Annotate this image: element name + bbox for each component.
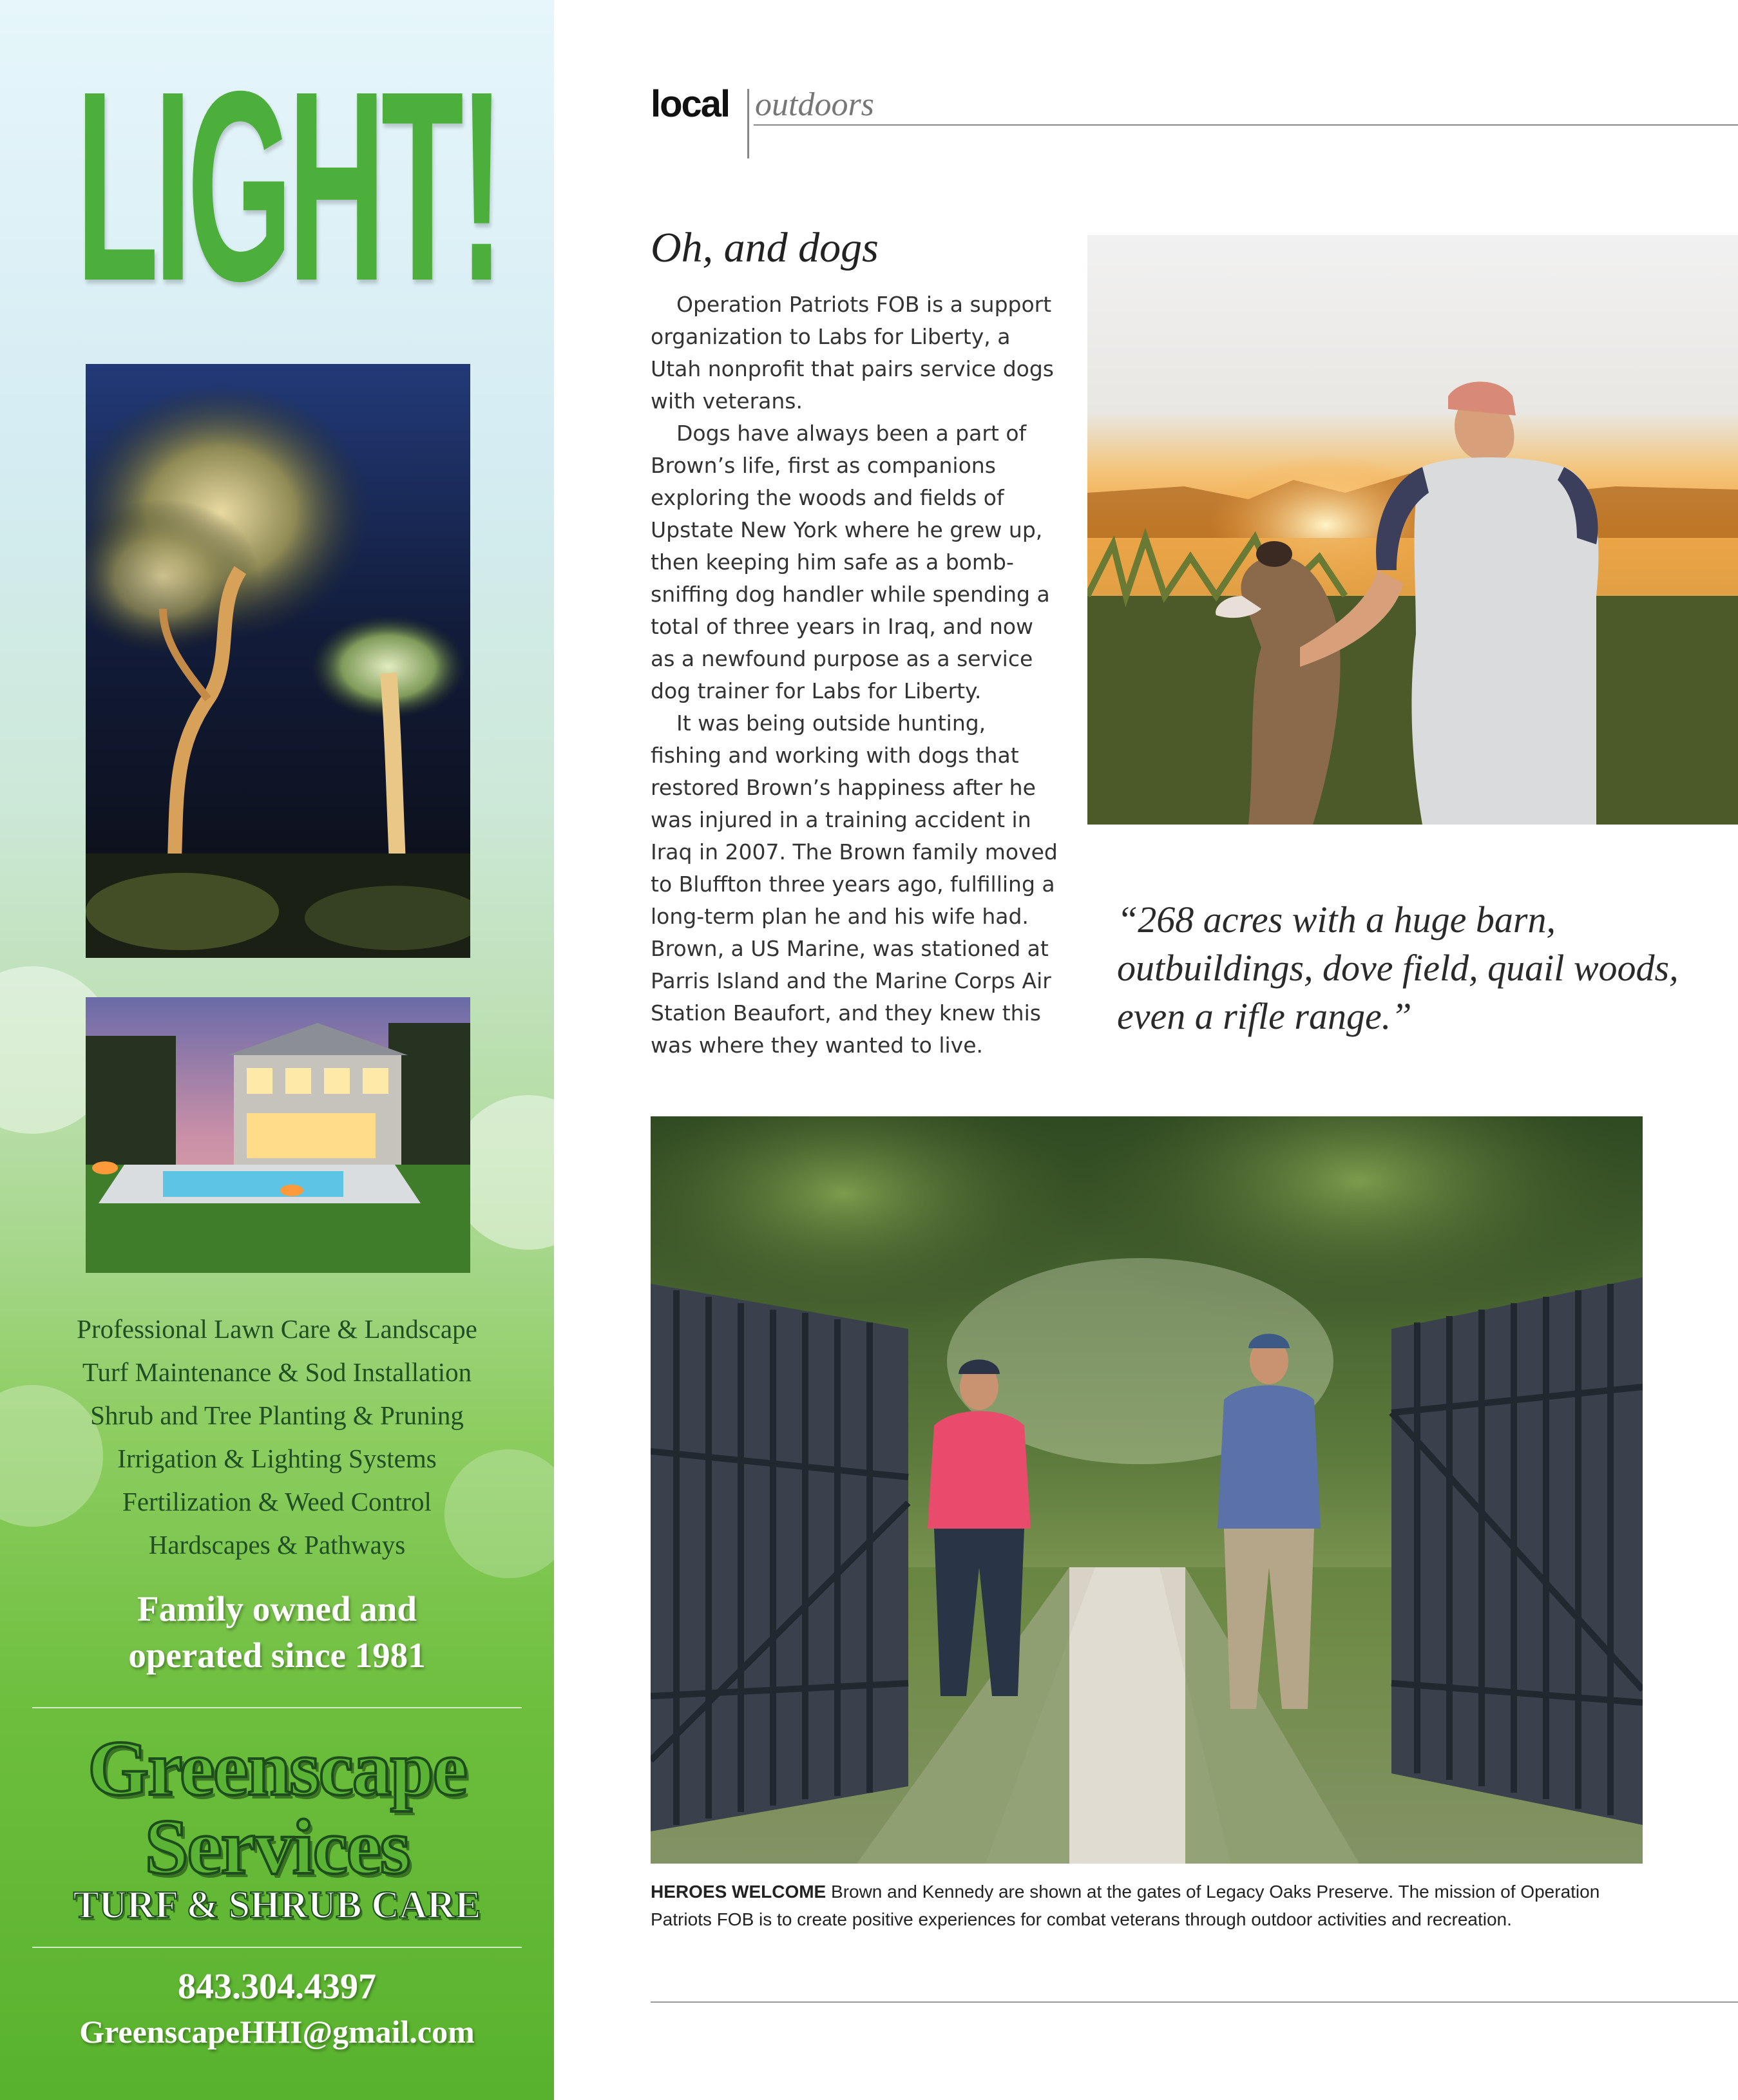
service-item: Irrigation & Lighting Systems xyxy=(117,1444,437,1473)
header-rule xyxy=(754,124,1738,126)
ad-tagline xyxy=(26,1586,528,1679)
lit-house-photo xyxy=(86,997,470,1273)
gate-photo xyxy=(651,1116,1643,1864)
header-separator xyxy=(747,89,749,158)
subsection-label: outdoors xyxy=(755,86,874,123)
article-paragraph: Dogs have always been a part of Brown’s life, first as companions exploring the woods and fields of Upstate New York where he grew up, then keeping him safe as a bomb-sniffing dog handler while spending a total of three years in Iraq, and now as a newfound purpose as a service dog trainer for Labs for Liberty. xyxy=(651,421,1050,703)
pull-quote: “268 acres with a huge barn, outbuildings, dove field, quail woods, even a rifle range.” xyxy=(1117,899,1679,1037)
ad-divider xyxy=(32,1947,522,1948)
ad-divider xyxy=(32,1707,522,1708)
caption-text: Brown and Kennedy are shown at the gates of Legacy Oaks Preserve. The mission of Operation Patriots FOB is to create positive experiences for combat veterans through outdoor activities and recreation. xyxy=(651,1882,1600,1929)
service-item: Hardscapes & Pathways xyxy=(148,1530,406,1560)
photo-caption xyxy=(651,1878,1643,1933)
brand-name-line: Services xyxy=(144,1804,410,1891)
brand-subtitle: TURF & SHRUB CARE xyxy=(73,1884,481,1926)
man-and-dog-photo xyxy=(1087,235,1738,825)
bottom-rule xyxy=(651,2001,1738,2003)
greenscape-advertisement xyxy=(0,0,554,2100)
article-paragraph: It was being outside hunting, fishing and working with dogs that restored Brown’s happiness after he was injured in a training accident in Iraq in 2007. The Brown family moved to Bluffton three years ago, fulfilling a long-term plan he and his wife had. Brown, a US Marine, was stationed at Parris Island and the Marine Corps Air Station Beaufort, and they knew this was where they wanted to live. xyxy=(651,711,1058,1058)
service-item: Turf Maintenance & Sod Installation xyxy=(82,1357,472,1387)
tagline-line: Family owned and xyxy=(137,1589,417,1628)
tagline-line: operated since 1981 xyxy=(128,1636,426,1675)
article-paragraph: Operation Patriots FOB is a support organization to Labs for Liberty, a Utah nonprofit that pairs service dogs with veterans. xyxy=(651,292,1055,414)
service-item: Shrub and Tree Planting & Pruning xyxy=(90,1400,464,1430)
ad-phone[interactable]: 843.304.4397 xyxy=(178,1967,376,2007)
lit-trees-photo xyxy=(86,364,470,958)
article-body xyxy=(651,289,1063,1062)
service-item: Professional Lawn Care & Landscape xyxy=(77,1314,477,1344)
services-list xyxy=(26,1308,528,1567)
ad-email[interactable]: GreenscapeHHI@gmail.com xyxy=(79,2014,475,2050)
brand-name-line: Greenscape xyxy=(88,1725,466,1812)
ad-headline: LIGHT! xyxy=(76,35,500,338)
article-subhead: Oh, and dogs xyxy=(651,224,879,271)
caption-lead: HEROES WELCOME xyxy=(651,1882,826,1902)
brand-logo xyxy=(19,1725,535,1891)
section-label: local xyxy=(651,83,730,125)
service-item: Fertilization & Weed Control xyxy=(122,1487,432,1516)
